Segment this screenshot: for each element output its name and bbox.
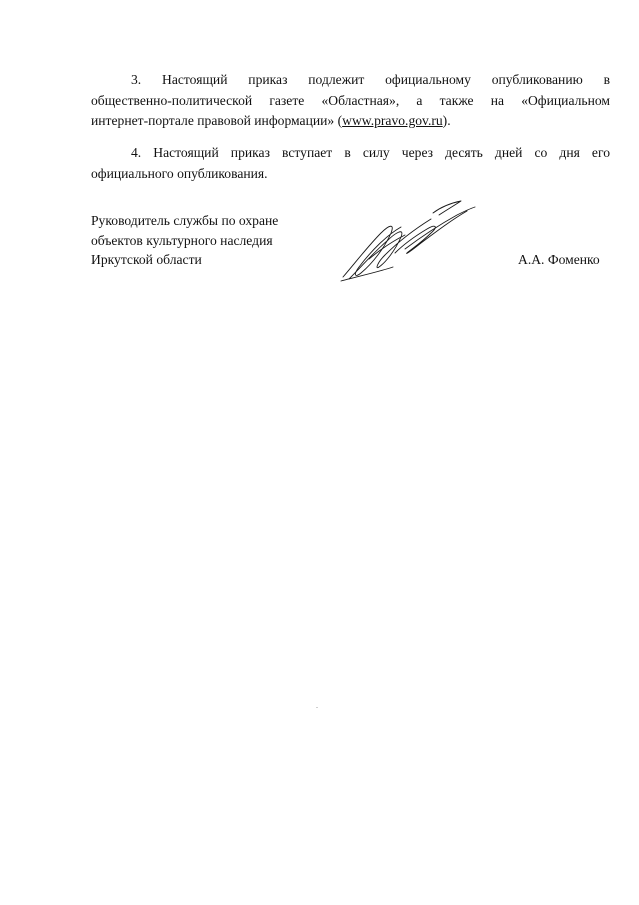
- paragraph-3-line-3-suffix: ).: [442, 113, 451, 128]
- paragraph-3-line-1: 3. Настоящий приказ подлежит официальному опубликованию в: [131, 72, 610, 87]
- signatory-name: А.А. Фоменко: [518, 252, 600, 267]
- paragraph-4-line-1: 4. Настоящий приказ вступает в силу через десять дней со дня его: [131, 145, 610, 160]
- paragraph-3-line-2: общественно-политической газете «Областная», а также на «Официальном: [91, 92, 610, 108]
- paragraph-3: [91, 70, 610, 132]
- signatory-position: [91, 211, 278, 270]
- paragraph-4: [91, 143, 610, 184]
- position-line-2: объектов культурного наследия: [91, 232, 273, 248]
- position-line-1: Руководитель службы по охране: [91, 213, 279, 228]
- handwritten-signature: [335, 193, 480, 285]
- paragraph-3-line-3-prefix: интернет-портале правовой информации» (: [91, 113, 343, 128]
- pravo-gov-link[interactable]: www.pravo.gov.ru: [342, 113, 443, 128]
- paragraph-4-line-2: официального опубликования.: [91, 165, 268, 181]
- scan-artifact: [316, 707, 318, 708]
- position-line-3: Иркутской области: [91, 252, 202, 267]
- paragraph-3-line-3: [91, 111, 610, 132]
